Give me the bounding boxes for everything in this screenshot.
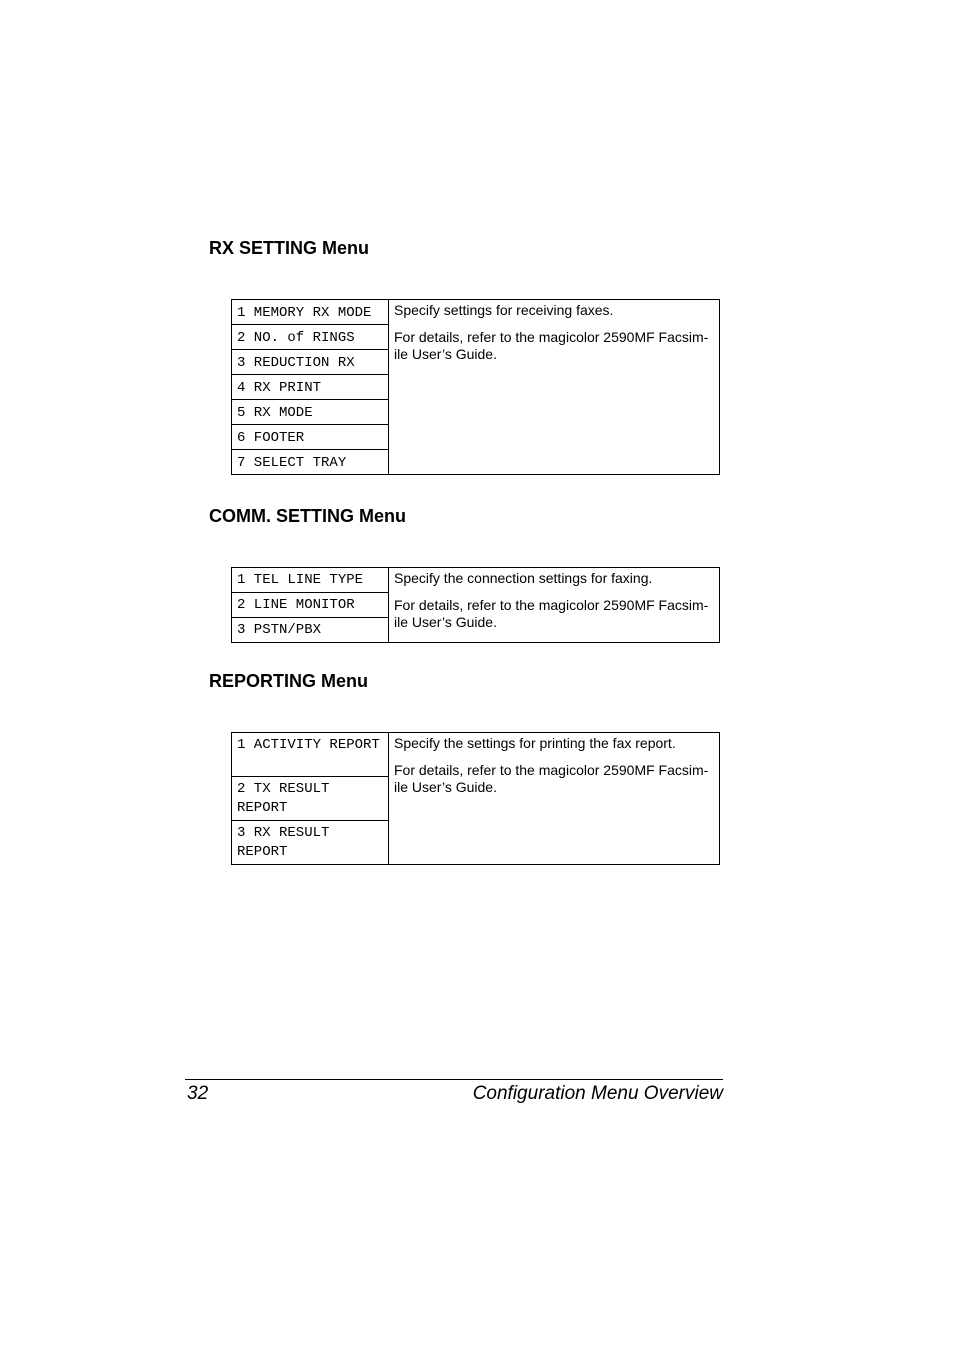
description-text: Specify the settings for printing the fax report. bbox=[394, 735, 676, 751]
description-text: Specify the connection settings for faxing. bbox=[394, 570, 653, 586]
table-cell-item: 2 NO. of RINGS bbox=[232, 325, 389, 350]
rx-setting-table bbox=[231, 299, 720, 475]
table-cell-item: 2 TX RESULT REPORT bbox=[232, 777, 389, 821]
page-number: 32 bbox=[187, 1083, 209, 1104]
comm-setting-table bbox=[231, 567, 720, 643]
reporting-table bbox=[231, 732, 720, 865]
table-cell-item: 3 RX RESULT REPORT bbox=[232, 821, 389, 865]
table-cell-item: 1 ACTIVITY REPORT bbox=[232, 733, 389, 777]
rx-setting-heading: RX SETTING Menu bbox=[209, 238, 370, 258]
table-cell-item: 3 REDUCTION RX bbox=[232, 350, 389, 375]
description-text: Specify settings for receiving faxes. bbox=[394, 302, 614, 318]
table-cell-item: 2 LINE MONITOR bbox=[232, 593, 389, 618]
comm-setting-heading: COMM. SETTING Menu bbox=[209, 506, 406, 526]
footer-divider bbox=[185, 1079, 723, 1080]
description-text: For details, refer to the magicolor 2590MF Facsim-ile User’s Guide. bbox=[394, 597, 709, 630]
reporting-heading: REPORTING Menu bbox=[209, 671, 369, 691]
description-text: For details, refer to the magicolor 2590MF Facsim-ile User’s Guide. bbox=[394, 762, 709, 795]
table-cell-description bbox=[389, 568, 720, 643]
footer-title: Configuration Menu Overview bbox=[472, 1083, 723, 1104]
table-cell-item: 1 TEL LINE TYPE bbox=[232, 568, 389, 593]
table-cell-description bbox=[389, 300, 720, 475]
table-cell-item: 1 MEMORY RX MODE bbox=[232, 300, 389, 325]
description-text: For details, refer to the magicolor 2590MF Facsim-ile User’s Guide. bbox=[394, 329, 709, 362]
table-cell-item: 6 FOOTER bbox=[232, 425, 389, 450]
table-cell-item: 4 RX PRINT bbox=[232, 375, 389, 400]
table-cell-description bbox=[389, 733, 720, 865]
table-cell-item: 5 RX MODE bbox=[232, 400, 389, 425]
table-cell-item: 3 PSTN/PBX bbox=[232, 618, 389, 643]
table-cell-item: 7 SELECT TRAY bbox=[232, 450, 389, 475]
